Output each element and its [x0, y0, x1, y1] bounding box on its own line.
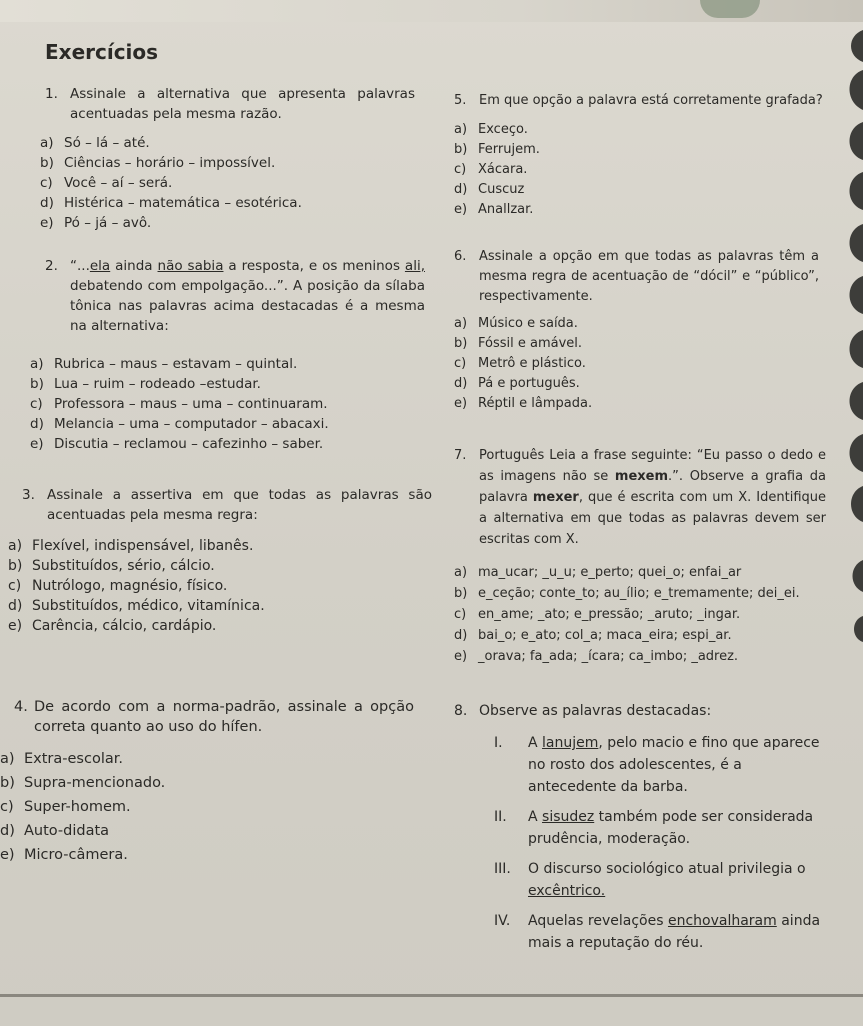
option-1d[interactable] — [40, 193, 415, 213]
highlight-word-1: ela — [89, 258, 111, 274]
question-2-options — [30, 354, 425, 454]
option-3e[interactable] — [8, 616, 432, 636]
item-text: também pode ser considerada prudência, moderação. — [528, 809, 814, 847]
page-bottom-edge — [0, 994, 863, 997]
option-text: Réptil e lâmpada. — [478, 396, 593, 411]
option-2d[interactable] — [30, 414, 425, 434]
item-8-iii[interactable] — [494, 858, 832, 902]
option-text: Pó – já – avô. — [64, 215, 152, 231]
option-text: Professora – maus – uma – continuaram. — [54, 396, 328, 412]
option-6e[interactable] — [454, 394, 819, 414]
highlight-word-3: ali, — [404, 258, 425, 274]
option-letter: c) — [454, 356, 467, 371]
option-letter: c) — [30, 396, 43, 412]
question-6-text: Assinale a opção em que todas as palavras têm a mesma regra de acentuação de “dócil” e “público”, respectivamente. — [479, 249, 819, 304]
option-4e[interactable] — [0, 845, 414, 869]
option-7b[interactable] — [454, 583, 826, 604]
option-2a[interactable] — [30, 354, 425, 374]
question-3-options — [8, 536, 432, 636]
stem-segment: a resposta, e os meninos — [223, 258, 405, 274]
option-text: Substituídos, sério, cálcio. — [32, 558, 215, 574]
option-letter: e) — [40, 215, 54, 231]
question-3 — [8, 485, 432, 636]
option-5c[interactable] — [454, 160, 824, 180]
option-5b[interactable] — [454, 140, 824, 160]
option-5d[interactable] — [454, 180, 824, 200]
option-letter: d) — [30, 416, 44, 432]
option-letter: a) — [40, 135, 54, 151]
option-letter: d) — [454, 182, 468, 197]
question-5-number: 5. — [454, 93, 467, 108]
option-6b[interactable] — [454, 334, 819, 354]
option-letter: b) — [454, 142, 468, 157]
option-2b[interactable] — [30, 374, 425, 394]
option-text: Você – aí – será. — [64, 175, 173, 191]
highlight-word-sisudez: sisudez — [542, 809, 595, 825]
option-text: Melancia – uma – computador – abacaxi. — [54, 416, 329, 432]
option-3c[interactable] — [8, 576, 432, 596]
option-text: Músico e saída. — [478, 316, 578, 331]
option-letter: c) — [454, 607, 467, 622]
option-text: Xácara. — [478, 162, 528, 177]
question-3-number: 3. — [22, 487, 35, 503]
option-text: Super-homem. — [24, 799, 131, 815]
item-number: III. — [494, 861, 511, 877]
option-text: Exceço. — [478, 122, 528, 137]
question-3-stem — [22, 485, 432, 525]
option-text: Ferrujem. — [478, 142, 540, 157]
option-4d[interactable] — [0, 821, 414, 845]
item-8-ii[interactable] — [494, 806, 832, 850]
question-1 — [40, 84, 415, 233]
item-text: A — [528, 735, 543, 751]
option-letter: e) — [8, 618, 23, 634]
stem-segment: Português Leia a frase seguinte: “Eu passo o dedo e as imagens não se — [479, 448, 826, 484]
option-2e[interactable] — [30, 434, 425, 454]
item-text: O discurso sociológico atual privilegia o — [528, 861, 806, 877]
question-1-number: 1. — [45, 86, 58, 102]
question-8-stem — [454, 700, 832, 722]
stem-segment: , que é escrita com um X. Identifique a alternativa em que todas as palavras devem ser escritas com X. — [479, 490, 827, 547]
option-letter: a) — [454, 122, 468, 137]
option-letter: a) — [30, 356, 44, 372]
question-6-stem — [454, 247, 819, 307]
question-1-stem — [45, 84, 415, 124]
option-letter: a) — [454, 316, 468, 331]
question-6-number: 6. — [454, 249, 467, 264]
question-7-options — [454, 562, 826, 667]
option-1a[interactable] — [40, 133, 415, 153]
bold-word-mexer: mexer — [532, 490, 579, 505]
item-text: Aquelas revelações — [528, 913, 668, 929]
option-text: Anallzar. — [478, 202, 534, 217]
option-text: Nutrólogo, magnésio, físico. — [32, 578, 228, 594]
option-text: Rubrica – maus – estavam – quintal. — [54, 356, 298, 372]
option-letter: c) — [0, 799, 14, 815]
option-1c[interactable] — [40, 173, 415, 193]
option-letter: d) — [40, 195, 54, 211]
bold-word-mexem: mexem — [614, 469, 669, 484]
option-text: _orava; fa_ada; _ícara; ca_imbo; _adrez. — [478, 649, 739, 664]
option-text: Fóssil e amável. — [478, 336, 583, 351]
option-letter: a) — [8, 538, 23, 554]
option-6d[interactable] — [454, 374, 819, 394]
option-letter: a) — [0, 751, 15, 767]
question-5-options — [454, 120, 824, 220]
option-letter: b) — [30, 376, 44, 392]
option-text: Ciências – horário – impossível. — [64, 155, 276, 171]
option-letter: e) — [0, 847, 15, 863]
option-5e[interactable] — [454, 200, 824, 220]
option-letter: b) — [40, 155, 54, 171]
question-6 — [454, 247, 819, 414]
option-text: Extra-escolar. — [24, 751, 123, 767]
option-text: Histérica – matemática – esotérica. — [64, 195, 302, 211]
question-4-options — [0, 749, 414, 869]
option-3b[interactable] — [8, 556, 432, 576]
option-text: e_ceção; conte_to; au_ílio; e_tremamente; dei_ei. — [478, 586, 800, 601]
option-text: Metrô e plástico. — [478, 356, 586, 371]
item-text: , pelo macio e fino que aparece no rosto dos adolescentes, é a antecedente da barba. — [528, 735, 820, 795]
option-text: Pá e português. — [478, 376, 580, 391]
option-letter: d) — [8, 598, 23, 614]
option-letter: b) — [454, 586, 468, 601]
question-8-number: 8. — [454, 703, 468, 719]
highlight-word-enchovalharam: enchovalharam — [667, 913, 777, 929]
question-2-number: 2. — [45, 258, 58, 274]
option-letter: e) — [454, 202, 468, 217]
option-7e[interactable] — [454, 646, 826, 667]
option-7a[interactable] — [454, 562, 826, 583]
option-1e[interactable] — [40, 213, 415, 233]
item-text: ainda mais a reputação do réu. — [528, 913, 821, 951]
question-3-text: Assinale a assertiva em que todas as palavras são acentuadas pela mesma regra: — [47, 487, 432, 523]
option-4a[interactable] — [0, 749, 414, 773]
question-5 — [454, 91, 824, 220]
option-text: ma_ucar; _u_u; e_perto; quei_o; enfai_ar — [478, 565, 742, 580]
question-4-number: 4. — [14, 699, 28, 715]
item-number: I. — [494, 735, 503, 751]
question-8-items — [454, 732, 832, 954]
highlight-word-2: não sabia — [157, 258, 224, 274]
option-text: Discutia – reclamou – cafezinho – saber. — [54, 436, 324, 452]
question-7-stem — [454, 445, 826, 550]
option-1b[interactable] — [40, 153, 415, 173]
option-text: Micro-câmera. — [24, 847, 128, 863]
question-4 — [0, 697, 414, 869]
question-5-stem — [454, 91, 824, 111]
question-7 — [454, 445, 826, 667]
item-number: II. — [494, 809, 507, 825]
question-6-options — [454, 314, 819, 414]
option-letter: c) — [454, 162, 467, 177]
option-text: Supra-mencionado. — [24, 775, 166, 791]
item-text: A — [528, 809, 543, 825]
option-text: Auto-didata — [24, 823, 110, 839]
option-text: en_ame; _ato; e_pressão; _aruto; _ingar. — [478, 607, 741, 622]
option-letter: b) — [8, 558, 23, 574]
page-title: Exercícios — [45, 40, 159, 64]
option-4c[interactable] — [0, 797, 414, 821]
option-text: bai_o; e_ato; col_a; maca_eira; espi_ar. — [478, 628, 732, 643]
question-1-options — [40, 133, 415, 233]
option-text: Flexível, indispensável, libanês. — [32, 538, 254, 554]
item-8-i[interactable] — [494, 732, 832, 798]
option-2c[interactable] — [30, 394, 425, 414]
stem-segment: ainda — [110, 258, 158, 274]
option-3a[interactable] — [8, 536, 432, 556]
option-text: Cuscuz — [478, 182, 525, 197]
option-letter: e) — [454, 396, 468, 411]
highlight-word-lanujem: lanujem — [542, 735, 599, 751]
question-5-text: Em que opção a palavra está corretamente grafada? — [479, 93, 823, 108]
question-8 — [454, 700, 832, 962]
option-letter: d) — [454, 376, 468, 391]
option-letter: b) — [454, 336, 468, 351]
quote-open: “... — [70, 258, 90, 274]
question-4-stem — [14, 697, 414, 737]
stem-segment: debatendo com empolgação...”. A posição da sílaba tônica nas palavras acima destacadas é a mesma na alternativa: — [70, 278, 425, 334]
question-7-number: 7. — [454, 448, 467, 463]
option-6c[interactable] — [454, 354, 819, 374]
option-text: Carência, cálcio, cardápio. — [32, 618, 217, 634]
item-8-iv[interactable] — [494, 910, 832, 954]
option-letter: e) — [454, 649, 468, 664]
option-6a[interactable] — [454, 314, 819, 334]
option-letter: b) — [0, 775, 15, 791]
option-4b[interactable] — [0, 773, 414, 797]
question-4-text: De acordo com a norma-padrão, assinale a opção correta quanto ao uso do hífen. — [34, 699, 414, 735]
option-7c[interactable] — [454, 604, 826, 625]
top-ornament — [700, 0, 760, 18]
option-letter: c) — [8, 578, 22, 594]
highlight-word-excentrico: excêntrico. — [528, 883, 606, 899]
question-2-stem — [45, 256, 425, 336]
option-letter: d) — [0, 823, 15, 839]
stem-segment: .”. Observe a grafia da palavra — [479, 469, 826, 505]
option-text: Substituídos, médico, vitamínica. — [32, 598, 265, 614]
item-number: IV. — [494, 913, 511, 929]
option-text: Só – lá – até. — [64, 135, 150, 151]
option-letter: d) — [454, 628, 468, 643]
option-7d[interactable] — [454, 625, 826, 646]
question-1-text: Assinale a alternativa que apresenta palavras acentuadas pela mesma razão. — [70, 86, 415, 122]
option-letter: c) — [40, 175, 53, 191]
option-3d[interactable] — [8, 596, 432, 616]
question-8-text: Observe as palavras destacadas: — [479, 703, 712, 719]
option-5a[interactable] — [454, 120, 824, 140]
option-letter: e) — [30, 436, 44, 452]
option-text: Lua – ruim – rodeado –estudar. — [54, 376, 261, 392]
question-2 — [30, 256, 425, 454]
option-letter: a) — [454, 565, 468, 580]
